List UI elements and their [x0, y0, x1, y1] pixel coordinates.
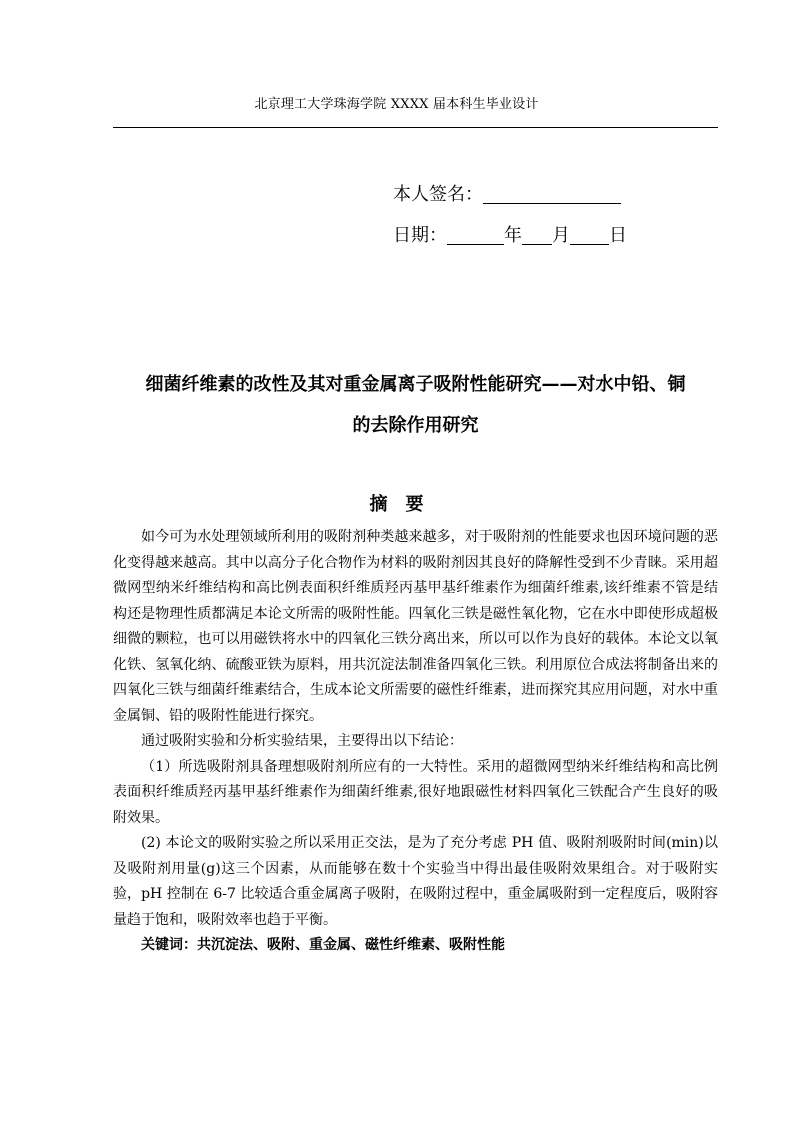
thesis-title	[113, 364, 718, 446]
month-label: 月	[552, 225, 570, 246]
abstract-body	[113, 525, 718, 959]
header-rule	[113, 127, 718, 128]
date-label: 日期：	[393, 225, 447, 246]
abstract-paragraph: 如今可为水处理领域所利用的吸附剂种类越来越多，对于吸附剂的性能要求也因环境问题的恶化变得越来越高。其中以高分子化合物作为材料的吸附剂因其良好的降解性受到不少青睐。采用超微网型纳米纤维结构和高比例表面积纤维质羟丙基甲基纤维素作为细菌纤维素,该纤维素不管是结构还是物理性质都满足本论文所需的吸附性能。四氧化三铁是磁性氧化物，它在水中即使形成超极细微的颗粒，也可以用磁铁将水中的四氧化三铁分离出来，所以可以作为良好的载体。本论文以氧化铁、氢氧化纳、硫酸亚铁为原料，用共沉淀法制准备四氧化三铁。利用原位合成法将制备出来的四氧化三铁与细菌纤维素结合，生成本论文所需要的磁性纤维素，进而探究其应用问题，对水中重金属铜、铅的吸附性能进行探究。	[113, 529, 718, 724]
thesis-title-line-1: 细菌纤维素的改性及其对重金属离子吸附性能研究——对水中铅、铜	[145, 374, 686, 395]
year-blank	[447, 226, 504, 245]
signature-blank	[483, 185, 621, 204]
abstract-heading: 摘要	[369, 494, 442, 515]
year-label: 年	[504, 225, 522, 246]
page-header: 北京理工大学珠海学院 XXXX 届本科生毕业设计	[254, 97, 539, 112]
signature-label: 本人签名：	[393, 184, 483, 205]
thesis-title-line-2: 的去除作用研究	[352, 415, 479, 436]
day-blank	[570, 226, 609, 245]
signature-row	[393, 180, 621, 206]
date-row	[393, 221, 627, 247]
keywords: 关键词：共沉淀法、吸附、重金属、磁性纤维素、吸附性能	[141, 937, 505, 953]
abstract-paragraph: (2) 本论文的吸附实验之所以采用正交法，是为了充分考虑 PH 值、吸附剂吸附时间(min)以及吸附剂用量(g)这三个因素，从而能够在数十个实验当中得出最佳吸附效果组合。对于吸附实验，pH 控制在 6-7 比较适合重金属离子吸附，在吸附过程中，重金属吸附到一定程度后，吸附容量趋于饱和，吸附效率也趋于平衡。	[113, 835, 718, 928]
abstract-paragraph: 通过吸附实验和分析实验结果，主要得出以下结论：	[141, 733, 463, 749]
month-blank	[522, 226, 552, 245]
abstract-paragraph: （1）所选吸附剂具备理想吸附剂所应有的一大特性。采用的超微网型纳米纤维结构和高比例表面积纤维质羟丙基甲基纤维素作为细菌纤维素,很好地跟磁性材料四氧化三铁配合产生良好的吸附效果。	[113, 758, 718, 826]
day-label: 日	[609, 225, 627, 246]
